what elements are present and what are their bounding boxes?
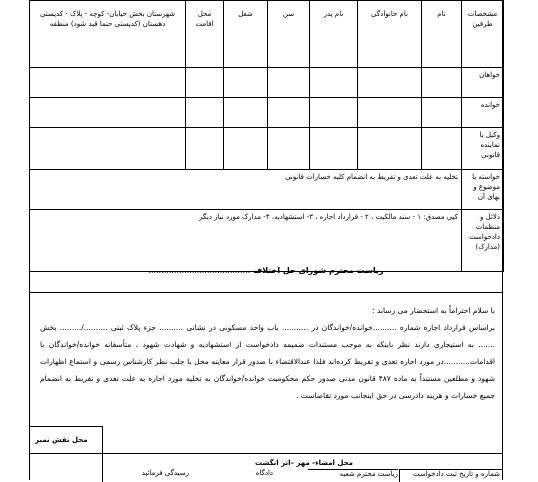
lawyer-label: وکیل یا نماینده قانونی xyxy=(462,128,504,170)
request-label: خواسته یا موضوع و بهای آن xyxy=(462,170,504,210)
header-address: شهرستان بخش خیابان- کوچه - پلاک - کدپستی دهستان (کدپستی حتما قید شود) منطقه xyxy=(30,1,186,68)
council-title xyxy=(29,266,503,275)
header-parties: مشخصات طرفین xyxy=(462,1,504,68)
stamp-label: محل نقش تمبر xyxy=(35,436,88,444)
header-residence: محل اقامت xyxy=(186,1,224,68)
signature-label: محل امضاء- مهر –اثر انگشت xyxy=(255,459,353,467)
greeting: با سلام احتراماً به استحضار می رساند : xyxy=(372,306,495,315)
footer xyxy=(29,436,503,481)
council-dots: ........................................ xyxy=(148,266,251,275)
page-frame xyxy=(29,0,503,480)
branch-label: ریاست محترم شعبه xyxy=(308,469,398,482)
registration-label: شماره و تاریخ ثبت دادخواست xyxy=(399,469,503,482)
evidence-label: دلائل و منظمات دادخواست (مدارک) xyxy=(462,210,504,272)
evidence-text[interactable]: کپی مصدق: ۱ - سند مالکیت ، ۲ - قرارداد اجاره ، ۳- استشهادیه، ۴- مدارک مورد نیاز دیگر xyxy=(30,210,462,272)
stamp-box xyxy=(29,426,103,482)
header-age: سن xyxy=(268,1,310,68)
header-father: نام پدر xyxy=(310,1,358,68)
header-family: نام خانوادگی xyxy=(358,1,422,68)
ref-label: رسیدگی فرمائید xyxy=(141,469,189,477)
separator xyxy=(29,292,503,293)
header-job: شغل xyxy=(224,1,268,68)
defendant-label: خوانده xyxy=(462,98,504,128)
header-name: نام xyxy=(422,1,462,68)
petition-letter xyxy=(40,302,495,404)
court-label: دادگاه xyxy=(255,469,273,477)
letter-body: براساس قرارداد اجاره شماره ..........خوانده/خواندگان در ........... باب واحد مسکونی در نشانی .......... جزء پلاک ثبتی ........../......... بخش ....... به استیجاری دارند نظر باینکه به موجب مستندات ضمیمه دادخواست از استشهادیه و شهادت شهود ، متأسفانه خوانده/خواندگان با اقدامات...........در مورد اجاره تعدی و تفریط کرده‌اند فلذا عندالاقتضاء با صدور قرار معاینه محل با جلب نظر کارشناس رسمی و استماع اظهارات شهود و مطلعین مستنداً به ماده ۴۸۷ قانون مدنی صدور حکم محکومیت خوانده/خواندگان به تخلیه مورد اجاره به علت تعدی و تفریط به انضمام جمیع خسارات و هزینه دادرسی در حق اینجانب مورد تقاضاست . xyxy=(40,323,495,400)
council-title-text: ریاست محترم شورای حل اختلاف xyxy=(252,266,384,275)
request-text[interactable]: تخلیه به علت تعدی و تفریط به انضمام کلیه خسارات قانونی xyxy=(30,170,462,210)
plaintiff-label: خواهان xyxy=(462,68,504,98)
